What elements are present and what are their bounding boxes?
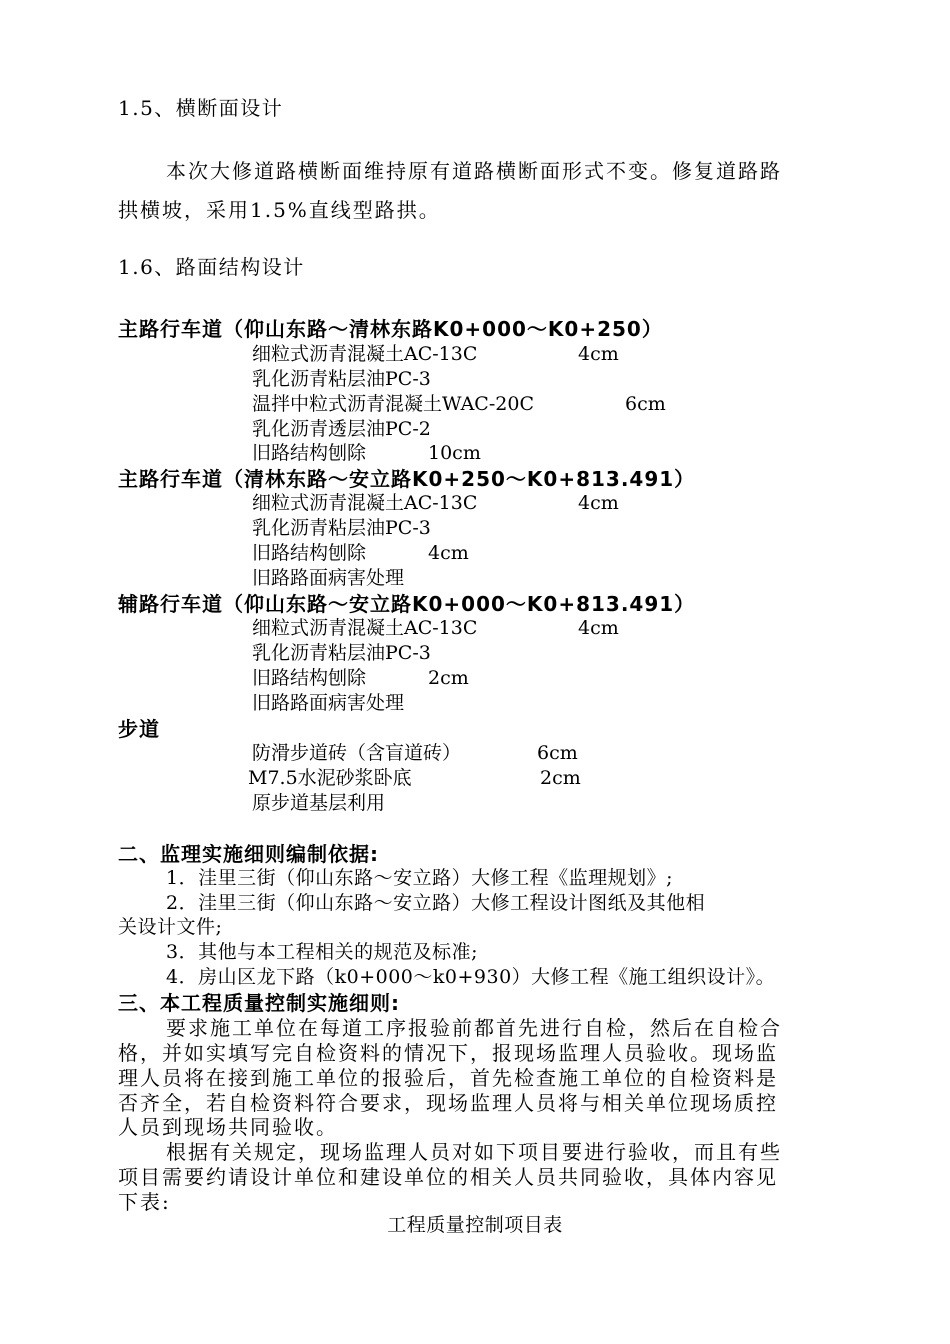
layer-name: 乳化沥青粘层油PC-3 [252, 517, 431, 539]
layer-thickness: 2cm [428, 667, 469, 689]
layer-name: 细粒式沥青混凝土AC-13C [252, 617, 478, 639]
paragraph-line: 要求施工单位在每道工序报验前都首先进行自检，然后在自检合 [166, 1016, 782, 1040]
layer-name: 细粒式沥青混凝土AC-13C [252, 343, 478, 365]
paragraph-line: 理人员将在接到施工单位的报验后，首先检查施工单位的自检资料是 [118, 1066, 778, 1090]
paragraph-line: 拱横坡，采用1.5%直线型路拱。 [118, 198, 441, 222]
layer-thickness: 4cm [578, 492, 619, 514]
basis-item-1: 1．洼里三街（仰山东路～安立路）大修工程《监理规划》; [166, 867, 673, 889]
layer-thickness: 4cm [578, 343, 619, 365]
section-heading-2: 二、监理实施细则编制依据: [118, 842, 379, 866]
layer-name: 乳化沥青粘层油PC-3 [252, 642, 431, 664]
layer-thickness: 4cm [428, 542, 469, 564]
section-heading-1-6: 1.6、路面结构设计 [118, 255, 305, 279]
paragraph-line: 格，并如实填写完自检资料的情况下，报现场监理人员验收。现场监 [118, 1041, 778, 1065]
layer-thickness: 4cm [578, 617, 619, 639]
pavement-title-aux: 辅路行车道（仰山东路～安立路K0+000～K0+813.491） [118, 592, 696, 616]
layer-thickness: 10cm [428, 442, 481, 464]
paragraph-line: 人员到现场共同验收。 [118, 1115, 338, 1139]
layer-name: 温拌中粒式沥青混凝土WAC-20C [252, 393, 534, 415]
layer-name: 旧路路面病害处理 [252, 692, 405, 714]
basis-item-2: 2．洼里三街（仰山东路～安立路）大修工程设计图纸及其他相 [166, 892, 706, 914]
section-heading-3: 三、本工程质量控制实施细则: [118, 991, 400, 1015]
paragraph-line: 项目需要约请设计单位和建设单位的相关人员共同验收，具体内容见 [118, 1165, 778, 1189]
basis-item-2-cont: 关设计文件; [118, 916, 223, 938]
paragraph-line: 根据有关规定，现场监理人员对如下项目要进行验收，而且有些 [166, 1140, 782, 1164]
layer-name: 防滑步道砖（含盲道砖） [252, 742, 462, 764]
section-heading-1-5: 1.5、横断面设计 [118, 96, 284, 120]
layer-name: 旧路结构刨除 [252, 442, 367, 464]
paragraph-line: 否齐全，若自检资料符合要求，现场监理人员将与相关单位现场质控 [118, 1091, 778, 1115]
pavement-title-main-1: 主路行车道（仰山东路～清林东路K0+000～K0+250） [118, 317, 663, 341]
layer-name: 细粒式沥青混凝土AC-13C [252, 492, 478, 514]
paragraph-line: 本次大修道路横断面维持原有道路横断面形式不变。修复道路路 [166, 159, 782, 183]
layer-name: 旧路结构刨除 [252, 542, 367, 564]
layer-thickness: 2cm [540, 767, 581, 789]
layer-name: M7.5水泥砂浆卧底 [248, 767, 412, 789]
layer-name: 原步道基层利用 [252, 792, 386, 814]
layer-thickness: 6cm [537, 742, 578, 764]
pavement-title-walkway: 步道 [118, 717, 160, 741]
basis-item-3: 3．其他与本工程相关的规范及标准; [166, 941, 478, 963]
layer-thickness: 6cm [625, 393, 666, 415]
layer-name: 旧路结构刨除 [252, 667, 367, 689]
layer-name: 旧路路面病害处理 [252, 567, 405, 589]
layer-name: 乳化沥青粘层油PC-3 [252, 368, 431, 390]
layer-name: 乳化沥青透层油PC-2 [252, 418, 431, 440]
table-title: 工程质量控制项目表 [387, 1214, 563, 1236]
pavement-title-main-2: 主路行车道（清林东路～安立路K0+250～K0+813.491） [118, 467, 696, 491]
basis-item-4: 4．房山区龙下路（k0+000～k0+930）大修工程《施工组织设计》。 [166, 966, 776, 988]
paragraph-line: 下表: [118, 1190, 171, 1214]
